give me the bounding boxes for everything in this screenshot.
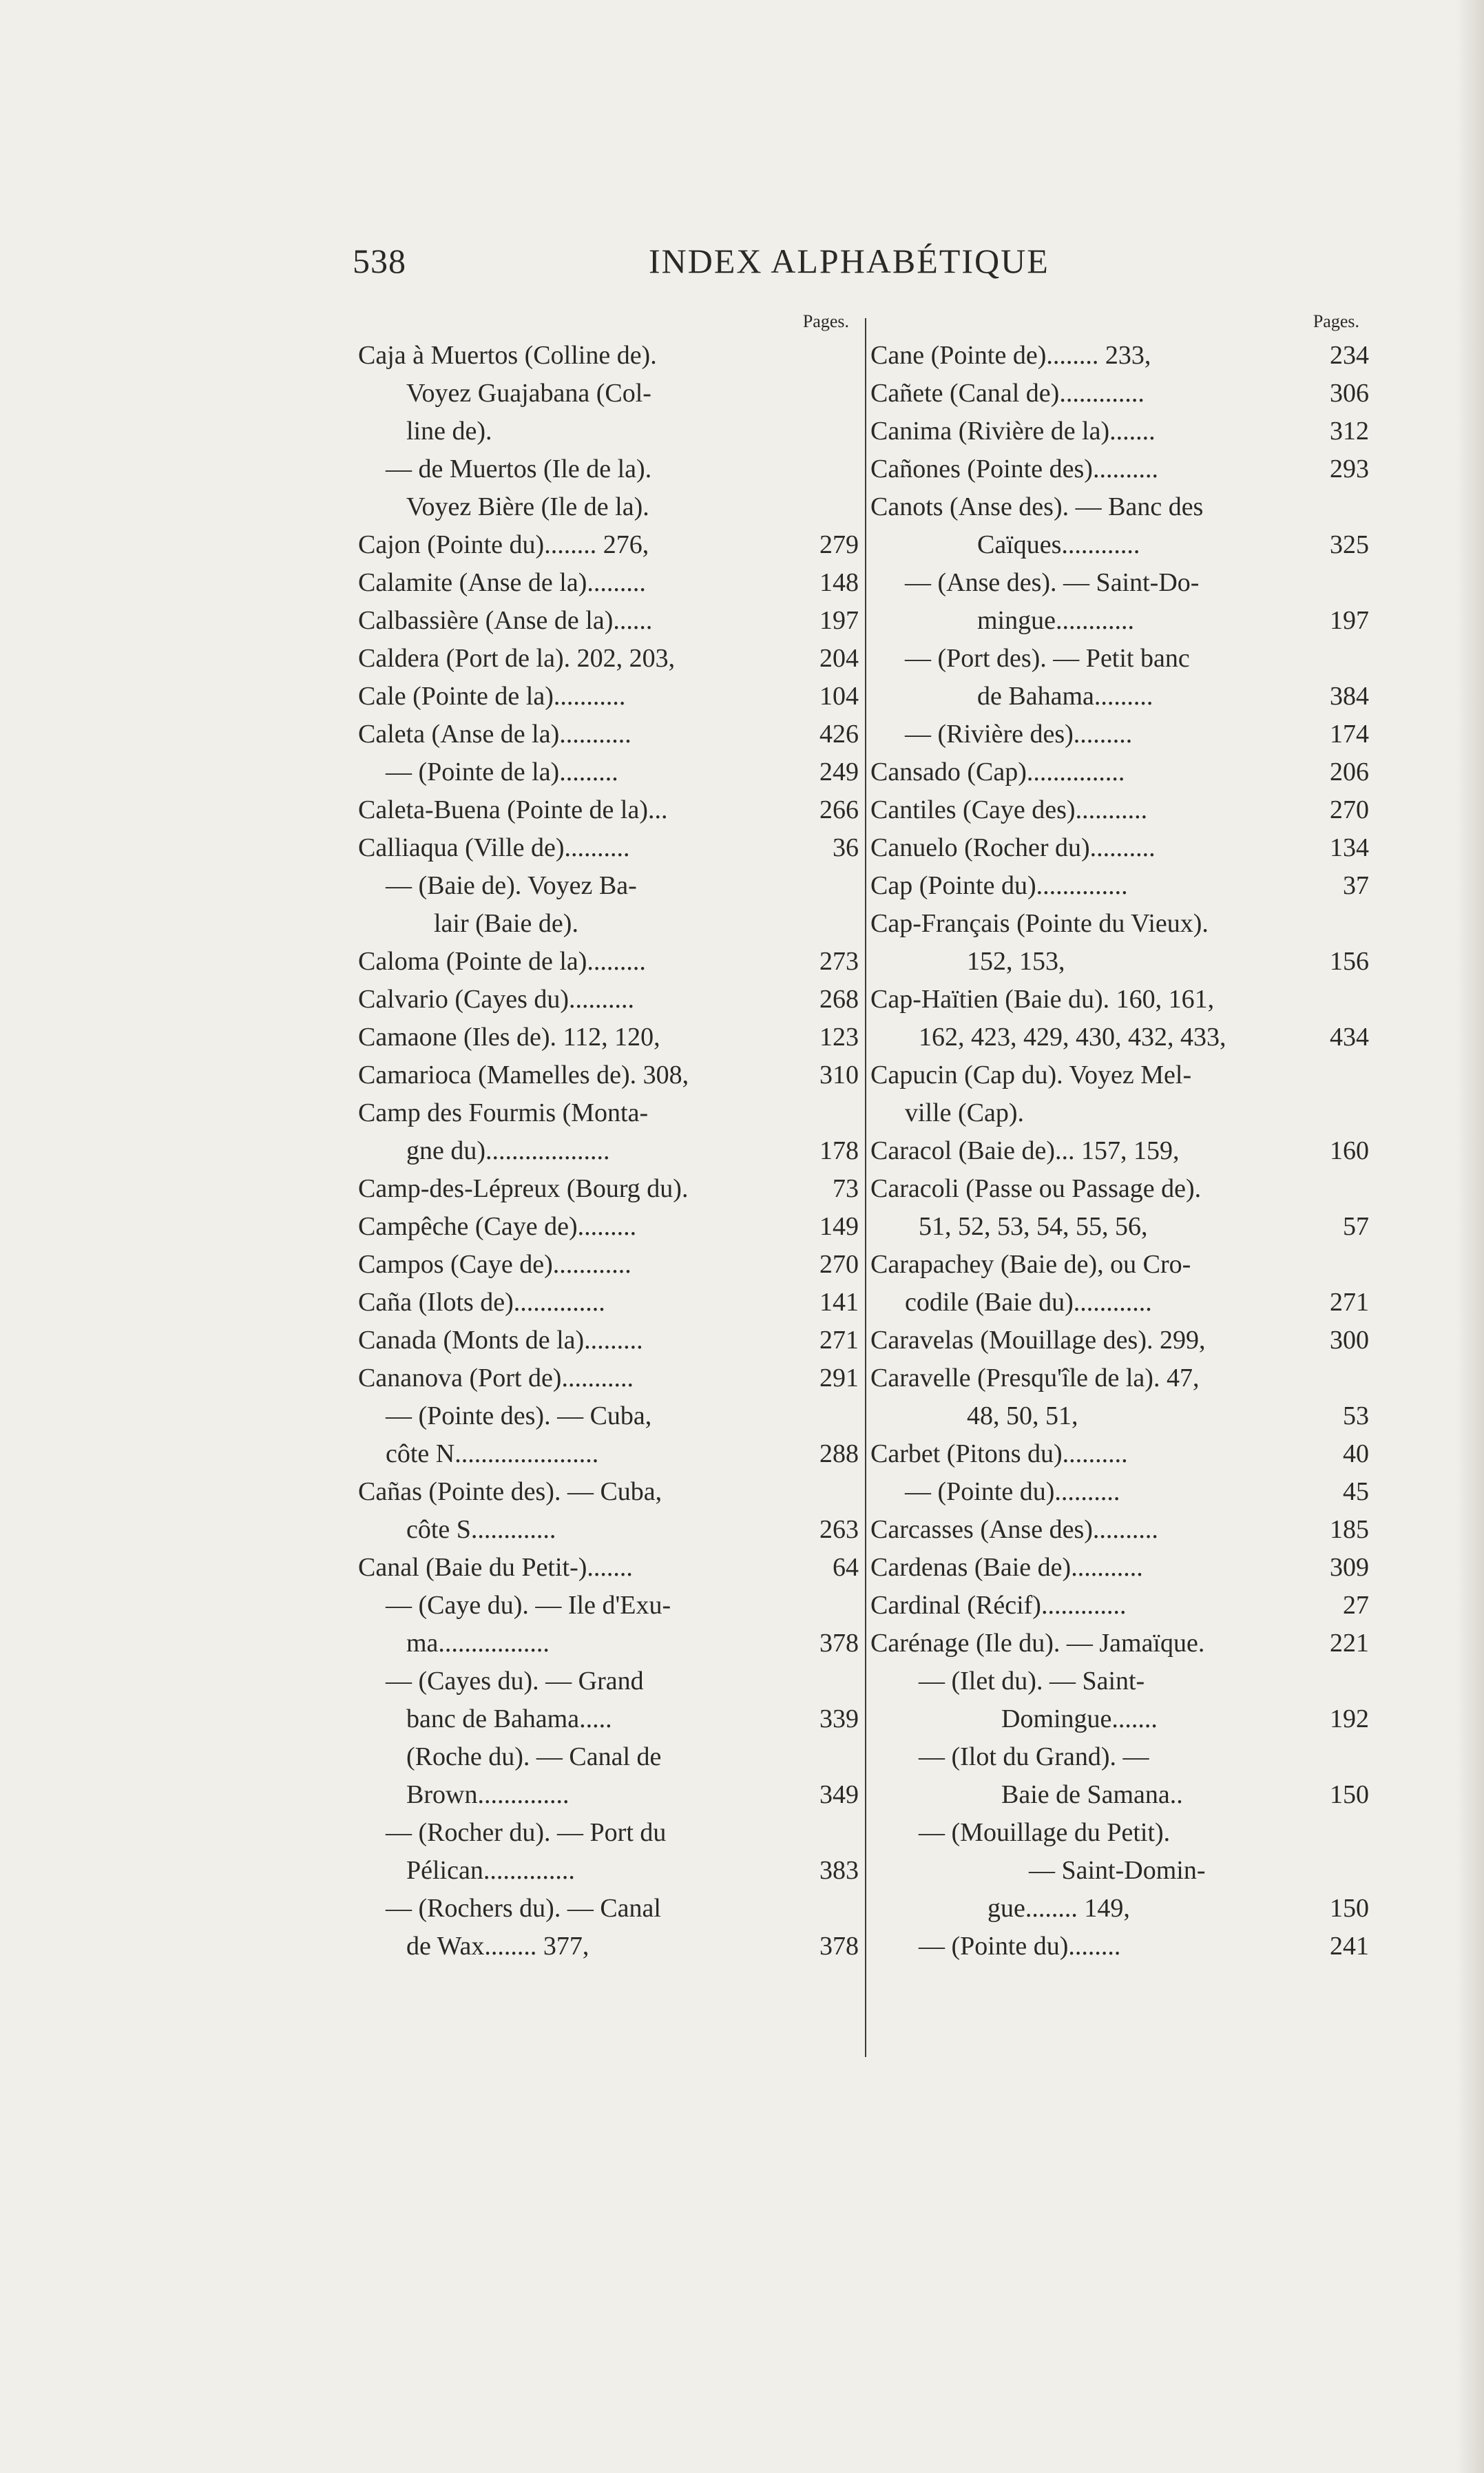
entry-text: Camarioca (Mamelles de). 308, — [358, 1061, 689, 1089]
index-entry-line — [358, 488, 859, 526]
entry-text: de Wax........ 377, — [406, 1932, 589, 1961]
index-entry-line — [358, 413, 859, 450]
index-entry-line — [870, 1359, 1369, 1397]
entry-text: — (Port des). — Petit banc — [905, 644, 1190, 673]
index-entry-line — [358, 905, 859, 943]
index-entry-line — [870, 488, 1369, 526]
index-entry-line — [358, 564, 859, 602]
entry-page-number: 378 — [819, 1932, 859, 1961]
index-entry-line — [870, 943, 1369, 981]
index-entry-line — [358, 829, 859, 867]
entry-text: Caracoli (Passe ou Passage de). — [870, 1174, 1202, 1203]
entry-text: Carapachey (Baie de), ou Cro- — [870, 1250, 1191, 1279]
entry-text: Domingue....... — [1001, 1704, 1158, 1733]
index-entry-line — [870, 1019, 1369, 1056]
index-entry-line — [870, 1549, 1369, 1587]
running-head-title: INDEX ALPHABÉTIQUE — [649, 242, 1049, 280]
entry-page-number: 270 — [1330, 795, 1369, 824]
entry-page-number: 325 — [1330, 530, 1369, 559]
entry-text: banc de Bahama..... — [406, 1704, 612, 1733]
entry-page-number: 383 — [819, 1856, 859, 1885]
entry-text: Camp des Fourmis (Monta- — [358, 1098, 649, 1127]
index-entry-line — [870, 413, 1369, 450]
entry-page-number: 45 — [1343, 1477, 1369, 1506]
index-entry-line — [870, 1890, 1369, 1928]
entry-page-number: 192 — [1330, 1704, 1369, 1733]
entry-text: Canots (Anse des). — Banc des — [870, 492, 1204, 521]
pages-header-right: Pages. — [1313, 311, 1359, 331]
entry-page-number: 271 — [1330, 1288, 1369, 1317]
entry-page-number: 349 — [819, 1780, 859, 1809]
entry-text: 51, 52, 53, 54, 55, 56, — [919, 1212, 1148, 1241]
index-entry-line — [870, 375, 1369, 413]
entry-page-number: 221 — [1330, 1629, 1369, 1658]
index-entry-line — [358, 678, 859, 716]
entry-text: Campêche (Caye de)......... — [358, 1212, 637, 1241]
entry-page-number: 234 — [1330, 341, 1369, 370]
entry-text: Cale (Pointe de la)........... — [358, 682, 626, 711]
entry-text: 162, 423, 429, 430, 432, 433, — [919, 1023, 1226, 1052]
entry-text: Caravelle (Presqu'île de la). 47, — [870, 1364, 1200, 1392]
entry-page-number: 249 — [819, 758, 859, 786]
entry-page-number: 268 — [819, 985, 859, 1014]
index-entry-line — [358, 526, 859, 564]
index-entry-line — [870, 1094, 1369, 1132]
entry-page-number: 141 — [819, 1288, 859, 1317]
entry-page-number: 53 — [1343, 1401, 1369, 1430]
entry-page-number: 434 — [1330, 1023, 1369, 1052]
entry-text: codile (Baie du)............ — [905, 1288, 1152, 1317]
index-entry-line — [870, 450, 1369, 488]
entry-page-number: 148 — [819, 568, 859, 597]
index-entry-line — [358, 1397, 859, 1435]
entry-text: de Bahama......... — [977, 682, 1153, 711]
entry-text: Calbassière (Anse de la)...... — [358, 606, 653, 635]
index-entry-line — [358, 1776, 859, 1814]
entry-text: Cañete (Canal de)............. — [870, 379, 1145, 408]
entry-page-number: 150 — [1330, 1894, 1369, 1923]
index-entry-line — [870, 1473, 1369, 1511]
index-entry-line — [870, 905, 1369, 943]
entry-text: Cardenas (Baie de)........... — [870, 1553, 1143, 1582]
entry-page-number: 384 — [1330, 682, 1369, 711]
entry-text: Caracol (Baie de)... 157, 159, — [870, 1136, 1180, 1165]
entry-page-number: 426 — [819, 720, 859, 749]
index-entry-line — [358, 1928, 859, 1965]
index-entry-line — [358, 1246, 859, 1284]
entry-page-number: 339 — [819, 1704, 859, 1733]
entry-page-number: 156 — [1330, 947, 1369, 976]
index-column-right — [870, 308, 1369, 1965]
entry-text: — (Rivière des)......... — [905, 720, 1133, 749]
entry-page-number: 241 — [1330, 1932, 1369, 1961]
entry-text: — (Pointe de la)......... — [386, 758, 618, 786]
entry-page-number: 300 — [1330, 1326, 1369, 1355]
entry-text: — (Pointe du).......... — [905, 1477, 1120, 1506]
entry-page-number: 64 — [833, 1553, 859, 1582]
index-entry-line — [358, 1890, 859, 1928]
index-entry-line — [358, 943, 859, 981]
index-entry-line — [870, 1284, 1369, 1322]
index-entry-line — [358, 791, 859, 829]
index-entry-line — [870, 1625, 1369, 1662]
entry-page-number: 40 — [1343, 1439, 1369, 1468]
index-entry-line — [870, 337, 1369, 375]
entry-text: ma................. — [406, 1629, 550, 1658]
index-entry-line — [358, 1284, 859, 1322]
index-entry-line — [358, 1852, 859, 1890]
index-entry-line — [358, 1738, 859, 1776]
index-column-left — [358, 308, 859, 1965]
entry-page-number: 263 — [819, 1515, 859, 1544]
entry-text: Calamite (Anse de la)......... — [358, 568, 646, 597]
entry-page-number: 160 — [1330, 1136, 1369, 1165]
index-entry-line — [358, 1511, 859, 1549]
entry-text: Pélican.............. — [406, 1856, 575, 1885]
entry-page-number: 206 — [1330, 758, 1369, 786]
entry-text: Cananova (Port de)........... — [358, 1364, 634, 1392]
entry-text: mingue............ — [977, 606, 1134, 635]
index-entries-right — [870, 337, 1369, 1965]
entry-page-number: 204 — [819, 644, 859, 673]
entry-page-number: 310 — [819, 1061, 859, 1089]
entry-page-number: 273 — [819, 947, 859, 976]
entry-text: Caleta (Anse de la)........... — [358, 720, 631, 749]
index-entry-line — [358, 716, 859, 753]
entry-text: Carcasses (Anse des).......... — [870, 1515, 1158, 1544]
entry-text: Cane (Pointe de)........ 233, — [870, 341, 1151, 370]
index-entry-line — [870, 564, 1369, 602]
index-entries-left — [358, 337, 859, 1965]
entry-text: — (Cayes du). — Grand — [386, 1667, 644, 1695]
entry-text: côte S............. — [406, 1515, 556, 1544]
index-entry-line — [358, 337, 859, 375]
column-divider — [865, 318, 866, 2057]
entry-page-number: 309 — [1330, 1553, 1369, 1582]
index-entry-line — [358, 1625, 859, 1662]
entry-text: Canima (Rivière de la)....... — [870, 417, 1156, 446]
index-entry-line — [358, 1056, 859, 1094]
entry-text: Cansado (Cap)............... — [870, 758, 1125, 786]
entry-text: (Roche du). — Canal de — [406, 1742, 662, 1771]
entry-text: — de Muertos (Ile de la). — [386, 455, 652, 483]
entry-text: Capucin (Cap du). Voyez Mel- — [870, 1061, 1192, 1089]
index-entry-line — [870, 1662, 1369, 1700]
entry-text: Cantiles (Caye des)........... — [870, 795, 1148, 824]
index-entry-line — [870, 1132, 1369, 1170]
entry-text: Camp-des-Lépreux (Bourg du). — [358, 1174, 689, 1203]
entry-page-number: 279 — [819, 530, 859, 559]
entry-text: — (Anse des). — Saint-Do- — [905, 568, 1200, 597]
index-entry-line — [358, 1094, 859, 1132]
index-entry-line — [870, 1246, 1369, 1284]
entry-page-number: 312 — [1330, 417, 1369, 446]
entry-text: Carbet (Pitons du).......... — [870, 1439, 1128, 1468]
index-entry-line — [358, 1473, 859, 1511]
index-entry-line — [358, 1359, 859, 1397]
index-entry-line — [870, 1738, 1369, 1776]
index-entry-line — [870, 1928, 1369, 1965]
entry-text: Caña (Ilots de).............. — [358, 1288, 605, 1317]
entry-text: ville (Cap). — [905, 1098, 1025, 1127]
index-entry-line — [358, 1322, 859, 1359]
entry-text: — (Mouillage du Petit). — [919, 1818, 1171, 1847]
index-entry-line — [358, 1208, 859, 1246]
entry-text: Cap-Haïtien (Baie du). 160, 161, — [870, 985, 1215, 1014]
entry-text: — (Pointe des). — Cuba, — [386, 1401, 652, 1430]
index-entry-line — [870, 1814, 1369, 1852]
entry-page-number: 134 — [1330, 833, 1369, 862]
index-entry-line — [870, 1435, 1369, 1473]
index-entry-line — [358, 1170, 859, 1208]
entry-page-number: 293 — [1330, 455, 1369, 483]
entry-page-number: 266 — [819, 795, 859, 824]
entry-text: Calvario (Cayes du).......... — [358, 985, 635, 1014]
index-entry-line — [870, 1322, 1369, 1359]
index-entry-line — [358, 1587, 859, 1625]
entry-page-number: 37 — [1343, 871, 1369, 900]
index-entry-line — [870, 1170, 1369, 1208]
entry-text: Caïques............ — [977, 530, 1140, 559]
entry-text: Cañones (Pointe des).......... — [870, 455, 1158, 483]
entry-page-number: 150 — [1330, 1780, 1369, 1809]
entry-page-number: 270 — [819, 1250, 859, 1279]
index-entry-line — [870, 602, 1369, 640]
index-entry-line — [358, 1435, 859, 1473]
entry-text: Caleta-Buena (Pointe de la)... — [358, 795, 668, 824]
entry-page-number: 306 — [1330, 379, 1369, 408]
entry-text: gue........ 149, — [987, 1894, 1130, 1923]
index-entry-line — [870, 1511, 1369, 1549]
index-entry-line — [870, 716, 1369, 753]
entry-page-number: 149 — [819, 1212, 859, 1241]
index-entry-line — [870, 1056, 1369, 1094]
index-entry-line — [358, 375, 859, 413]
entry-text: Calliaqua (Ville de).......... — [358, 833, 630, 862]
index-entry-line — [870, 753, 1369, 791]
index-entry-line — [358, 450, 859, 488]
entry-text: Carénage (Ile du). — Jamaïque. — [870, 1629, 1205, 1658]
entry-text: — (Rocher du). — Port du — [386, 1818, 667, 1847]
index-entry-line — [870, 981, 1369, 1019]
entry-text: — (Pointe du)........ — [919, 1932, 1121, 1961]
entry-page-number: 197 — [1330, 606, 1369, 635]
entry-text: — (Ilet du). — Saint- — [919, 1667, 1145, 1695]
entry-text: Caja à Muertos (Colline de). — [358, 341, 657, 370]
index-entry-line — [358, 640, 859, 678]
entry-text: Baie de Samana.. — [1001, 1780, 1183, 1809]
index-entry-line — [870, 1700, 1369, 1738]
entry-page-number: 57 — [1343, 1212, 1369, 1241]
entry-text: 48, 50, 51, — [967, 1401, 1078, 1430]
page-edge-shadow — [1456, 0, 1484, 2473]
page-number: 538 — [353, 242, 406, 280]
entry-text: Canada (Monts de la)......... — [358, 1326, 643, 1355]
index-entry-line — [358, 981, 859, 1019]
entry-page-number: 123 — [819, 1023, 859, 1052]
index-entry-line — [358, 1700, 859, 1738]
index-entry-line — [870, 1208, 1369, 1246]
index-entry-line — [870, 1397, 1369, 1435]
index-entry-line — [870, 640, 1369, 678]
entry-text: Cajon (Pointe du)........ 276, — [358, 530, 649, 559]
entry-text: Voyez Guajabana (Col- — [406, 379, 651, 408]
entry-text: — (Caye du). — Ile d'Exu- — [386, 1591, 671, 1620]
entry-page-number: 291 — [819, 1364, 859, 1392]
index-entry-line — [870, 867, 1369, 905]
entry-text: Canuelo (Rocher du).......... — [870, 833, 1156, 862]
entry-text: — (Baie de). Voyez Ba- — [386, 871, 637, 900]
index-entry-line — [358, 1019, 859, 1056]
entry-page-number: 174 — [1330, 720, 1369, 749]
index-entry-line — [870, 829, 1369, 867]
index-entry-line — [870, 1776, 1369, 1814]
entry-text: gne du)................... — [406, 1136, 610, 1165]
index-entry-line — [358, 753, 859, 791]
index-entry-line — [870, 526, 1369, 564]
entry-text: line de). — [406, 417, 492, 446]
entry-page-number: 197 — [819, 606, 859, 635]
entry-text: Caldera (Port de la). 202, 203, — [358, 644, 676, 673]
entry-text: lair (Baie de). — [434, 909, 578, 938]
entry-text: Camaone (Iles de). 112, 120, — [358, 1023, 660, 1052]
pages-header-left: Pages. — [802, 311, 849, 331]
entry-page-number: 178 — [819, 1136, 859, 1165]
entry-page-number: 185 — [1330, 1515, 1369, 1544]
entry-text: Brown.............. — [406, 1780, 569, 1809]
entry-text: côte N...................... — [386, 1439, 599, 1468]
entry-page-number: 27 — [1343, 1591, 1369, 1620]
entry-page-number: 271 — [819, 1326, 859, 1355]
index-entry-line — [358, 1814, 859, 1852]
entry-text: — Saint-Domin- — [1029, 1856, 1206, 1885]
entry-text: Cap (Pointe du).............. — [870, 871, 1128, 900]
entry-text: Caloma (Pointe de la)......... — [358, 947, 646, 976]
index-entry-line — [358, 1662, 859, 1700]
entry-page-number: 104 — [819, 682, 859, 711]
entry-text: Canal (Baie du Petit-)....... — [358, 1553, 633, 1582]
index-entry-line — [358, 602, 859, 640]
entry-page-number: 73 — [833, 1174, 859, 1203]
entry-page-number: 36 — [833, 833, 859, 862]
entry-text: Cañas (Pointe des). — Cuba, — [358, 1477, 662, 1506]
entry-text: Cardinal (Récif)............. — [870, 1591, 1127, 1620]
entry-text: Campos (Caye de)............ — [358, 1250, 631, 1279]
index-entry-line — [870, 791, 1369, 829]
entry-text: — (Ilot du Grand). — — [919, 1742, 1149, 1771]
entry-page-number: 288 — [819, 1439, 859, 1468]
entry-text: Caravelas (Mouillage des). 299, — [870, 1326, 1206, 1355]
index-entry-line — [870, 1852, 1369, 1890]
entry-page-number: 378 — [819, 1629, 859, 1658]
entry-text: Cap-Français (Pointe du Vieux). — [870, 909, 1209, 938]
entry-text: 152, 153, — [967, 947, 1065, 976]
index-entry-line — [870, 1587, 1369, 1625]
index-entry-line — [358, 1132, 859, 1170]
entry-text: Voyez Bière (Ile de la). — [406, 492, 649, 521]
index-entry-line — [870, 678, 1369, 716]
index-entry-line — [358, 867, 859, 905]
index-entry-line — [358, 1549, 859, 1587]
entry-text: — (Rochers du). — Canal — [386, 1894, 661, 1923]
